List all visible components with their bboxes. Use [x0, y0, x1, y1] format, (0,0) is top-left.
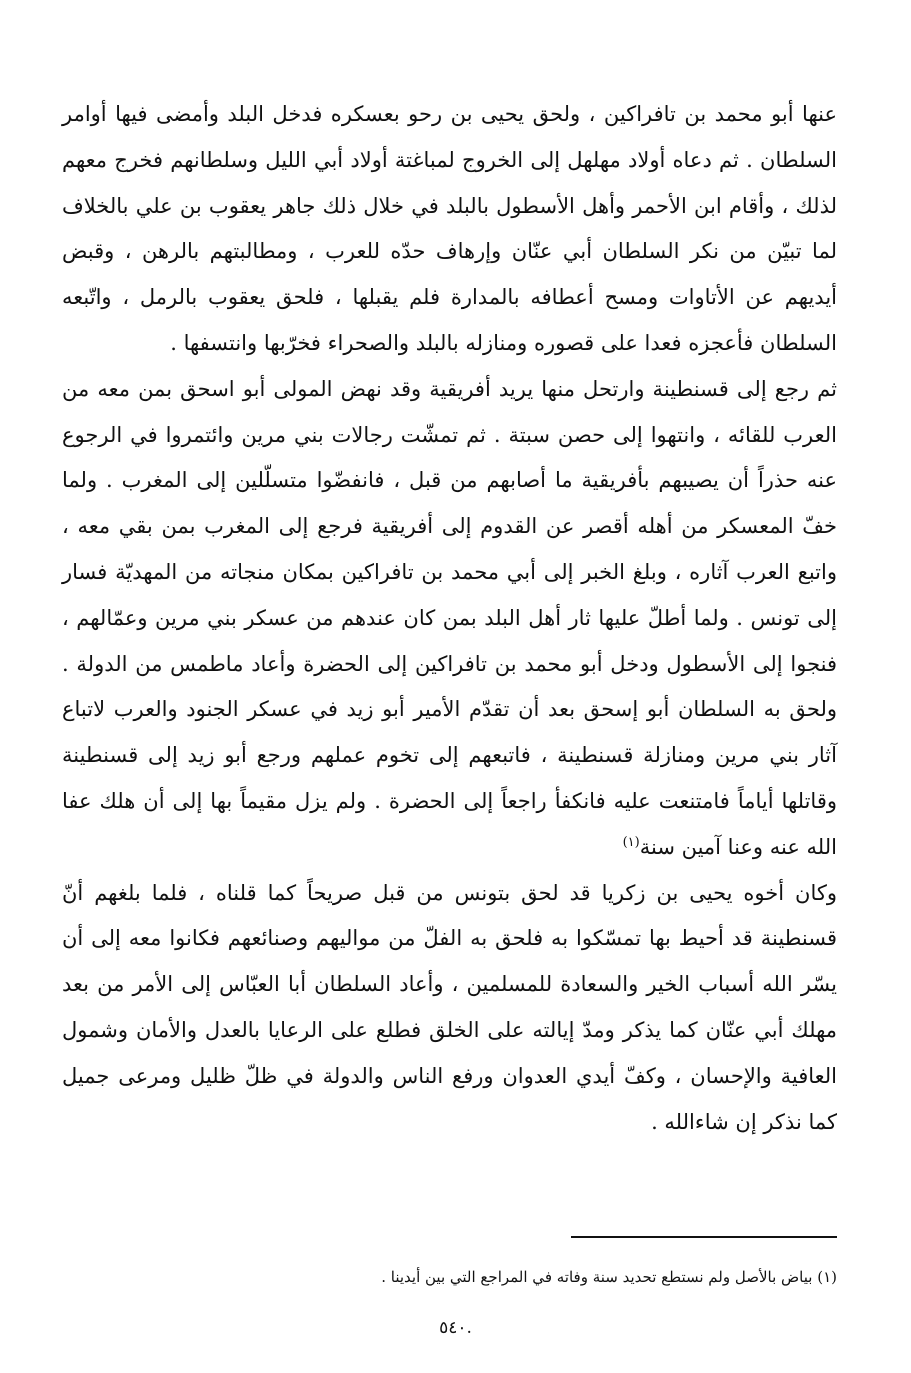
footnote-reference: (١) — [622, 834, 640, 850]
main-text — [62, 92, 837, 1145]
footnote: (١) بياض بالأصل ولم نستطع تحديد سنة وفاته في المراجع التي بين أيدينا . — [381, 1268, 837, 1286]
paragraph-1: عنها أبو محمد بن تافراكين ، ولحق يحيى بن رحو بعسكره فدخل البلد وأمضى فيها أوامر السلطان . ثم دعاه أولاد مهلهل إلى الخروج لمباغتة أولاد أبي الليل وسلطانهم فخرج معهم لذلك ، وأقام ابن الأحمر وأهل الأسطول بالبلد في خلال ذلك جاهر يعقوب بن علي بالخلاف لما تبيّن من نكر السلطان أبي عنّان وإرهاف حدّه للعرب ، ومطالبتهم بالرهن ، وقبض أيديهم عن الأتاوات ومسح أعطافه بالمدارة فلم يقبلها ، فلحق يعقوب بالرمل ، واتّبعه السلطان فأعجزه فعدا على قصوره ومنازله بالبلد والصحراء فخرّبها وانتسفها . — [62, 102, 837, 355]
page-number: ٥٤٠. — [439, 1318, 472, 1338]
footnote-separator — [571, 1236, 837, 1238]
paragraph-2 — [62, 367, 837, 871]
paragraph-3: وكان أخوه يحيى بن زكريا قد لحق بتونس من قبل صريحاً كما قلناه ، فلما بلغهم أنّ قسنطينة قد أحيط بها تمسّكوا به فلحق به الفلّ من مواليهم وصنائعهم فكانوا معه إلى أن يسّر الله أسباب الخير والسعادة للمسلمين ، وأعاد السلطان أبا العبّاس إلى الأمر من بعد مهلك أبي عنّان كما يذكر ومدّ إيالته على الخلق فطلع على الرعايا بالعدل والأمان وشمول العافية والإحسان ، وكفّ أيدي العدوان ورفع الناس والدولة في ظلّ ظليل ومرعى جميل كما نذكر إن شاءالله . — [62, 880, 837, 1134]
paragraph-2-text: ثم رجع إلى قسنطينة وارتحل منها يريد أفريقية وقد نهض المولى أبو اسحق بمن معه من العرب للقائه ، وانتهوا إلى حصن سبتة . ثم تمشّت رجالات بني مرين وائتمروا في الرجوع عنه حذراً أن يصيبهم بأفريقية ما أصابهم من قبل ، فانفضّوا متسلّلين إلى المغرب . ولما خفّ المعسكر من أهله أقصر عن القدوم إلى أفريقية فرجع إلى المغرب بمن بقي معه ، واتبع العرب آثاره ، وبلغ الخبر إلى أبي محمد بن تافراكين بمكان منجاته من المهديّة فسار إلى تونس . ولما أطلّ عليها ثار أهل البلد بمن كان عندهم من عسكر بني مرين وعمّالهم ، فنجوا إلى الأسطول ودخل أبو محمد بن تافراكين إلى الحضرة وأعاد ماطمس من الدولة . ولحق به السلطان أبو إسحق بعد أن تقدّم الأمير أبو زيد في عسكر الجنود والعرب لاتباع آثار بني مرين ومنازلة قسنطينة ، فاتبعهم إلى تخوم عملهم ورجع أبو زيد إلى قسنطينة وقاتلها أياماً فامتنعت عليه فانكفأ راجعاً إلى الحضرة . ولم يزل مقيماً بها إلى أن هلك عفا الله عنه وعنا آمين سنة — [62, 376, 837, 859]
